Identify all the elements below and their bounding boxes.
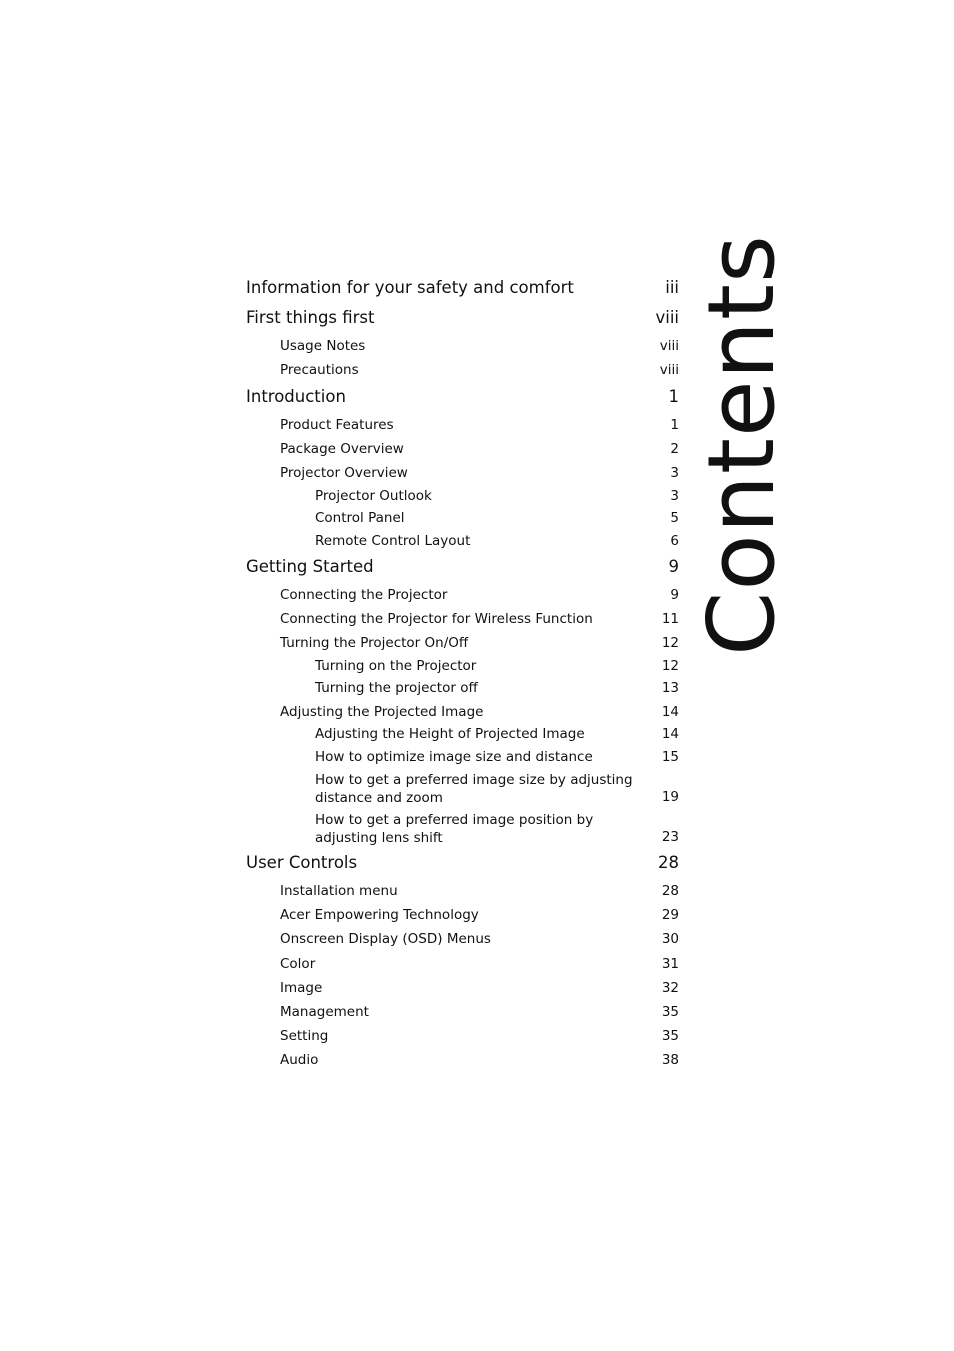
toc-entry-title <box>315 811 593 847</box>
toc-entry-title: How to optimize image size and distance <box>315 749 593 765</box>
toc-entry-title: Projector Overview <box>280 465 408 481</box>
toc-entry-title: Onscreen Display (OSD) Menus <box>280 931 491 947</box>
toc-entry-page: 5 <box>670 510 679 526</box>
toc-entry-page: iii <box>665 278 679 297</box>
toc-entry-title: Turning the projector off <box>315 680 478 696</box>
toc-entry-title: Setting <box>280 1028 329 1044</box>
toc-entry-page: 3 <box>670 488 679 504</box>
toc-entry-page: viii <box>655 308 679 327</box>
toc-entry-page: 35 <box>661 1028 679 1044</box>
toc-entry-page: 23 <box>661 829 679 845</box>
toc-entry-title: Control Panel <box>315 510 405 526</box>
toc-entry-page: 38 <box>661 1052 679 1068</box>
toc-entry-page: 29 <box>661 907 679 923</box>
toc-entry-title: Adjusting the Height of Projected Image <box>315 726 585 742</box>
toc-entry-title: Introduction <box>246 387 346 406</box>
toc-entry-page: 11 <box>661 611 679 627</box>
toc-entry-title-line: distance and zoom <box>315 790 443 806</box>
toc-entry-page: 12 <box>661 658 679 674</box>
toc-entry-page: 12 <box>661 635 679 651</box>
toc-entry-title: Getting Started <box>246 557 374 576</box>
toc-entry-title: Adjusting the Projected Image <box>280 704 484 720</box>
toc-entry-title: Installation menu <box>280 883 398 899</box>
toc-entry-title: Product Features <box>280 417 394 433</box>
toc-entry-title: Connecting the Projector for Wireless Function <box>280 611 593 627</box>
toc-entry-title: Turning on the Projector <box>315 658 477 674</box>
toc-entry-title: Connecting the Projector <box>280 587 448 603</box>
toc-entry-page: 28 <box>658 853 679 872</box>
toc-entry-title-line: How to get a preferred image position by <box>315 812 594 828</box>
toc-entry-title: User Controls <box>246 853 358 872</box>
toc-entry-title <box>315 771 633 807</box>
toc-entry-page: 14 <box>661 726 679 742</box>
toc-entry-title: Precautions <box>280 362 359 378</box>
toc-entry-page: 19 <box>661 789 679 805</box>
toc-entry-title: Management <box>280 1004 369 1020</box>
toc-entry-title: Usage Notes <box>280 338 366 354</box>
toc-entry-title: Package Overview <box>280 441 404 457</box>
toc-entry-page: 3 <box>670 465 679 481</box>
toc-entry-page: 6 <box>670 533 679 549</box>
toc-entry-title-line: How to get a preferred image size by adjusting <box>315 772 633 788</box>
toc-entry-page: 28 <box>661 883 679 899</box>
toc-entry-title: Audio <box>280 1052 319 1068</box>
toc-entry-title: First things first <box>246 308 375 327</box>
toc-entry-page: viii <box>659 338 679 354</box>
toc-entry-page: 31 <box>661 956 679 972</box>
toc-entry-page: 9 <box>670 587 679 603</box>
toc-entry-title: Image <box>280 980 323 996</box>
toc-entry-title: Acer Empowering Technology <box>280 907 479 923</box>
toc-entry-title: Color <box>280 956 316 972</box>
page-heading: Contents <box>688 234 795 656</box>
toc-entry-page: viii <box>659 362 679 378</box>
toc-entry-page: 9 <box>668 557 679 576</box>
toc-entry-page: 13 <box>661 680 679 696</box>
toc-entry-page: 2 <box>670 441 679 457</box>
toc-entry-title: Remote Control Layout <box>315 533 471 549</box>
toc-entry-page: 1 <box>668 387 679 406</box>
toc-entry-page: 35 <box>661 1004 679 1020</box>
toc-entry-title: Information for your safety and comfort <box>246 278 574 297</box>
toc-entry-title-line: adjusting lens shift <box>315 830 443 846</box>
toc-entry-page: 15 <box>661 749 679 765</box>
toc-entry-title: Projector Outlook <box>315 488 432 504</box>
toc-entry-page: 32 <box>661 980 679 996</box>
toc-entry-page: 14 <box>661 704 679 720</box>
toc-entry-page: 1 <box>670 417 679 433</box>
toc-entry-page: 30 <box>661 931 679 947</box>
toc-entry-title: Turning the Projector On/Off <box>280 635 469 651</box>
